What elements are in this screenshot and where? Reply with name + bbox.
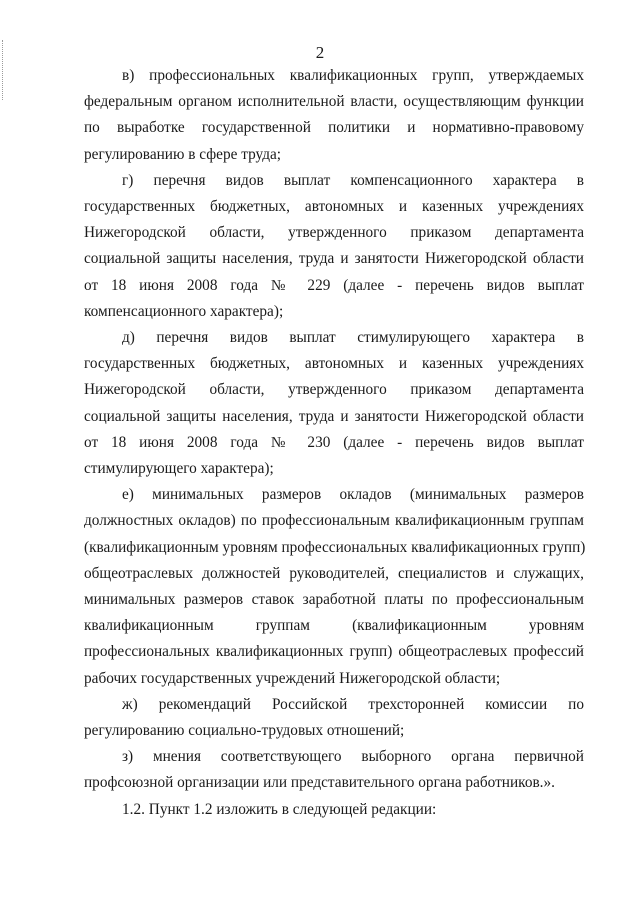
- text-line: квалификационным группам (квалификационным уровням: [84, 617, 584, 635]
- text-line: з) мнения соответствующего выборного органа первичной: [122, 748, 584, 766]
- text-line: от 18 июня 2008 года № 229 (далее - перечень видов выплат: [84, 276, 584, 294]
- text-line: г) перечня видов выплат компенсационного характера в: [122, 171, 584, 189]
- text-line: государственных бюджетных, автономных и казенных учреждениях: [84, 355, 584, 373]
- text-line: социальной защиты населения, труда и занятости Нижегородской области: [84, 250, 584, 268]
- paragraph-v: [84, 63, 584, 168]
- text-line: минимальных размеров ставок заработной платы по профессиональным: [84, 591, 584, 609]
- paragraph-d: [84, 325, 584, 482]
- text-line: профессиональных квалификационных групп) общеотраслевых профессий: [84, 643, 584, 661]
- text-line: е) минимальных размеров окладов (минимальных размеров: [122, 486, 584, 504]
- text-line: в) профессиональных квалификационных групп, утверждаемых: [122, 67, 584, 84]
- text-line: общеотраслевых должностей руководителей, специалистов и служащих,: [84, 564, 584, 582]
- paragraph-z: [84, 744, 584, 796]
- paragraph-zh: [84, 692, 584, 744]
- text-line: стимулирующего характера);: [84, 460, 274, 478]
- paragraph-p12: [84, 797, 584, 823]
- text-line: 1.2. Пункт 1.2 изложить в следующей редакции:: [122, 800, 437, 818]
- page-number: 2: [315, 43, 325, 62]
- text-line: д) перечня видов выплат стимулирующего характера в: [122, 329, 584, 347]
- text-line: Нижегородской области, утвержденного приказом департамента: [84, 224, 584, 242]
- text-line: от 18 июня 2008 года № 230 (далее - перечень видов выплат: [84, 433, 584, 451]
- text-line: регулированию в сфере труда;: [84, 145, 282, 163]
- paragraph-g: [84, 168, 584, 325]
- text-line: регулированию социально-трудовых отношений;: [84, 722, 405, 740]
- document-body: [84, 63, 584, 823]
- text-line: должностных окладов) по профессиональным квалификационным группам: [84, 512, 584, 530]
- paragraph-e: [84, 482, 584, 692]
- text-line: профсоюзной организации или представительного органа работников.».: [84, 774, 555, 792]
- text-line: Нижегородской области, утвержденного приказом департамента: [84, 381, 584, 399]
- text-line: компенсационного характера);: [84, 302, 284, 320]
- text-line: рабочих государственных учреждений Нижегородской области;: [84, 669, 501, 687]
- text-line: социальной защиты населения, труда и занятости Нижегородской области: [84, 407, 584, 425]
- text-line: ж) рекомендаций Российской трехсторонней комиссии по: [122, 695, 584, 713]
- text-line: (квалификационным уровням профессиональных квалификационных групп): [84, 538, 586, 556]
- text-line: федеральным органом исполнительной власти, осуществляющим функции: [84, 93, 584, 111]
- text-line: государственных бюджетных, автономных и казенных учреждениях: [84, 198, 584, 216]
- text-line: по выработке государственной политики и нормативно-правовому: [84, 119, 584, 137]
